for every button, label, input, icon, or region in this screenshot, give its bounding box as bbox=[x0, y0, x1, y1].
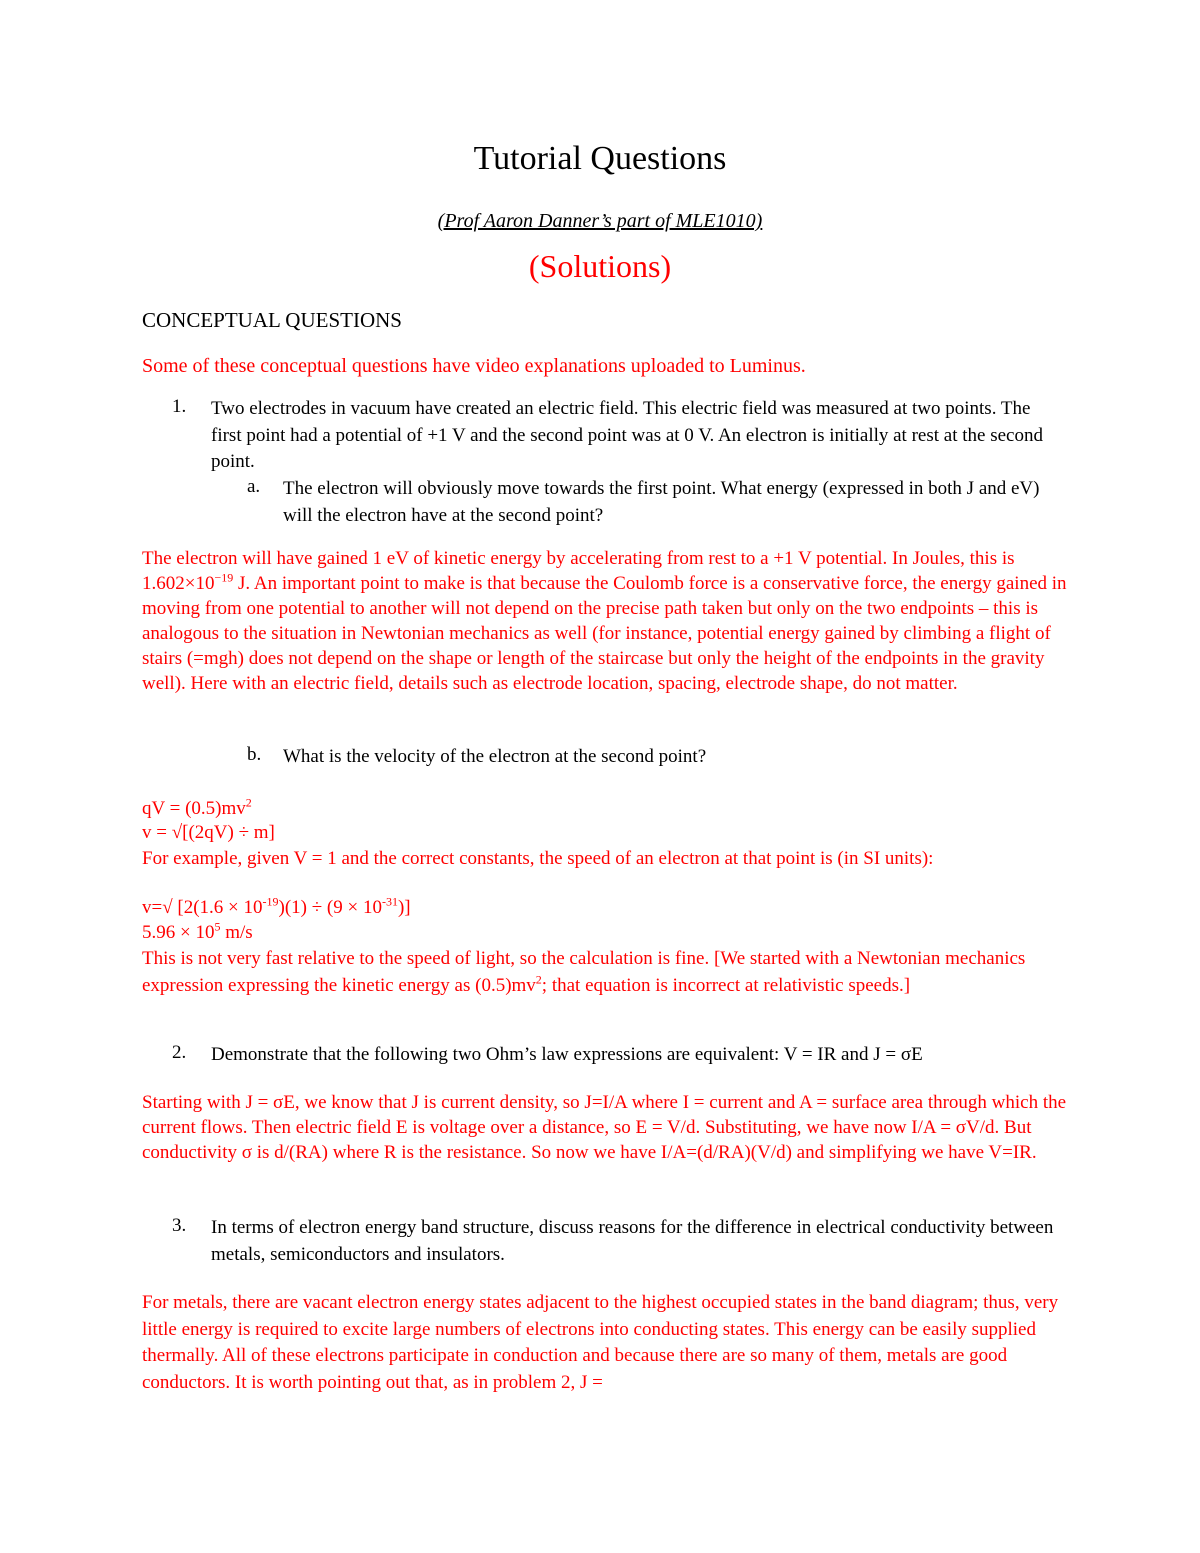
q1b-equation-1 bbox=[142, 796, 252, 821]
q1b-equation-3 bbox=[142, 895, 411, 920]
q1a-answer-exponent: −19 bbox=[214, 570, 234, 585]
q1b-result-exponent: 5 bbox=[214, 919, 221, 934]
q1b-eq3-part2: )(1) ÷ (9 × 10 bbox=[278, 897, 382, 918]
q3-answer: For metals, there are vacant electron energy states adjacent to the highest occupied states in the band diagram; thus, very little energy is required to excite large numbers of electrons into conducting states. This energy can be easily supplied thermally. All of these electrons participate in conduction and because there are so many of them, metals are good conductors. It is worth pointing out that, as in problem 2, J = bbox=[142, 1292, 1059, 1393]
solutions-label: (Solutions) bbox=[528, 248, 672, 284]
q1a-answer-part1: The electron will have gained 1 eV of kinetic energy by accelerating from rest to a +1 V potential. In Joules, this is 1.602×10 bbox=[142, 548, 1015, 594]
q1b-eq3-part3: )] bbox=[397, 897, 411, 918]
q2-number: 2. bbox=[172, 1042, 187, 1063]
q1b-result-part1: 5.96 × 10 bbox=[142, 922, 215, 943]
q1b-note-part2: ; that equation is incorrect at relativistic speeds.] bbox=[541, 975, 911, 996]
q1b-eq3-exponent-1: -19 bbox=[262, 894, 279, 909]
q1b-result bbox=[142, 920, 253, 945]
q1b-example: For example, given V = 1 and the correct constants, the speed of an electron at that point is (in SI units): bbox=[142, 848, 934, 869]
q1b-text: What is the velocity of the electron at the second point? bbox=[283, 746, 707, 767]
q1b-eq3-part1: v=√ [2(1.6 × 10 bbox=[142, 897, 263, 918]
q2-answer: Starting with J = σE, we know that J is current density, so J=I/A where I = current and A = surface area through which the current flows. Then electric field E is voltage over a distance, so E = V/d. Substituting, we have now I/A = σV/d. But conductivity σ is d/(RA) where R is the resistance. So now we have I/A=(d/RA)(V/d) and simplifying we have V=IR. bbox=[142, 1092, 1067, 1163]
q1b-note-part1: This is not very fast relative to the speed of light, so the calculation is fine. [We started with a Newtonian mechanics expression expressing the kinetic energy as (0.5)mv bbox=[142, 948, 1026, 996]
intro-note: Some of these conceptual questions have video explanations uploaded to Luminus. bbox=[142, 355, 806, 377]
q1b-note-exponent: 2 bbox=[535, 972, 542, 987]
q1b-eq1-exponent: 2 bbox=[245, 795, 252, 810]
q1b-result-part2: m/s bbox=[220, 922, 253, 943]
q1a-text: The electron will obviously move towards the first point. What energy (expressed in both J and eV) will the electron have at the second point? bbox=[283, 478, 1040, 526]
q1a-label: a. bbox=[247, 476, 261, 497]
q1-text: Two electrodes in vacuum have created an electric field. This electric field was measured at two points. The first point had a potential of +1 V and the second point was at 0 V. An electron is initially at rest at the second point. bbox=[211, 398, 1043, 472]
q3-number: 3. bbox=[172, 1215, 187, 1236]
q1a-answer bbox=[142, 546, 1067, 696]
q1b-equation-2: v = √[(2qV) ÷ m] bbox=[142, 822, 275, 843]
section-heading: CONCEPTUAL QUESTIONS bbox=[142, 308, 402, 332]
q1-number: 1. bbox=[172, 396, 187, 417]
q2-text: Demonstrate that the following two Ohm’s law expressions are equivalent: V = IR and J = σE bbox=[211, 1044, 923, 1065]
q1b-note bbox=[142, 945, 1067, 999]
document-title: Tutorial Questions bbox=[473, 140, 727, 177]
document-subtitle: (Prof Aaron Danner’s part of MLE1010) bbox=[437, 210, 763, 232]
q1b-label: b. bbox=[247, 744, 262, 765]
q1b-eq3-exponent-2: -31 bbox=[381, 894, 398, 909]
q3-text: In terms of electron energy band structure, discuss reasons for the difference in electrical conductivity between metals, semiconductors and insulators. bbox=[211, 1217, 1054, 1265]
q1a-answer-part2: J. An important point to make is that because the Coulomb force is a conservative force, the energy gained in moving from one potential to another will not depend on the precise path taken but only on the two endpoints – this is analogous to the situation in Newtonian mechanics as well (for instance, potential energy gained by climbing a flight of stairs (=mgh) does not depend on the shape or length of the staircase but only the height of the endpoints in the gravity well). Here with an electric field, details such as electrode location, spacing, electrode shape, do not matter. bbox=[142, 573, 1067, 694]
q1b-eq1-text: qV = (0.5)mv bbox=[142, 798, 246, 819]
